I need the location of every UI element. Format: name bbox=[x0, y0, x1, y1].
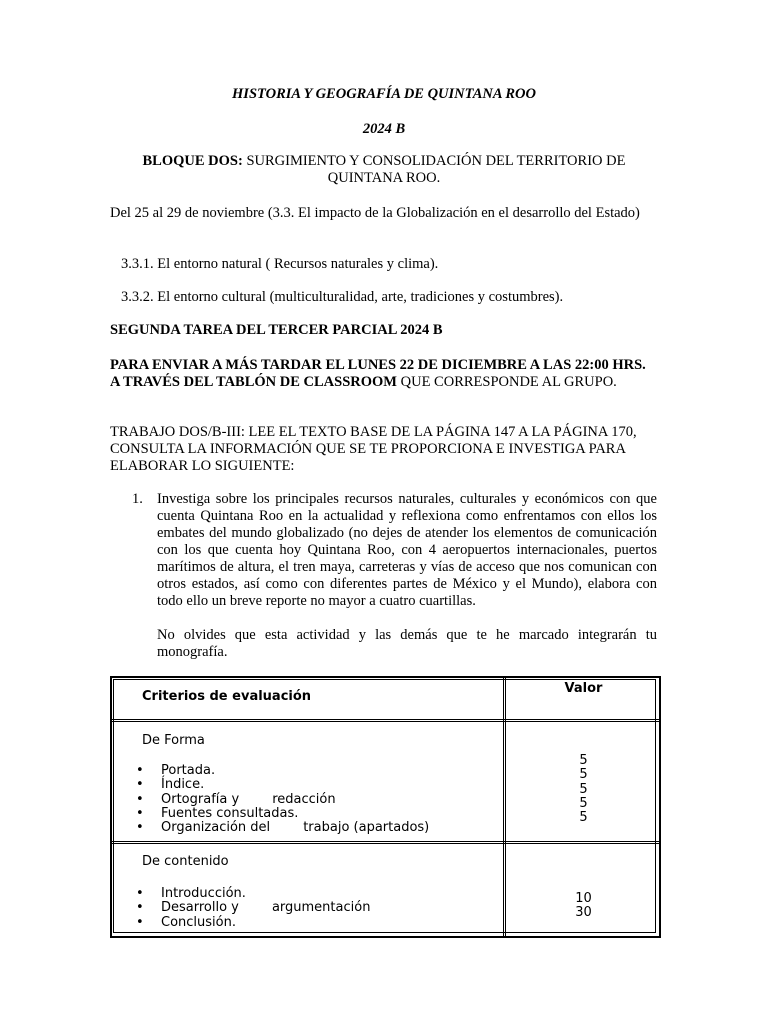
evaluation-table bbox=[110, 676, 661, 938]
table-row: • Portada. bbox=[134, 764, 494, 778]
value-cell: 5 bbox=[579, 781, 588, 797]
task-text: Investiga sobre los principales recursos naturales, culturales y económicos con que cuenta Quintana Roo en la actualidad y reflexiona como enfrentamos con ellos los embates del mundo globalizado (no dejes de atender los elementos de comunicación con los que cuenta hoy Quintana Roo, con 4 aeropuertos internacionales, puertos marítimos de altura, el tren maya, carreteras y vías de acceso que nos comunican con otros estados, así como con diferentes partes de México y el Mundo), elabora con todo ello un breve reporte no mayor a cuatro cuartillas. bbox=[157, 491, 657, 609]
forma-values bbox=[506, 754, 661, 825]
task-number: 1. bbox=[132, 491, 143, 507]
deadline-bold: PARA ENVIAR A MÁS TARDAR EL LUNES 22 DE DICIEMBRE A LAS 22:00 HRS. A TRAVÉS DEL TABLÓN DE CLASSROOM bbox=[110, 357, 646, 390]
value-cell: 5 bbox=[579, 795, 588, 811]
bloque-heading bbox=[110, 153, 658, 187]
value-cell: 5 bbox=[579, 753, 588, 768]
subtopic-1: 3.3.1. El entorno natural ( Recursos naturales y clima). bbox=[121, 256, 439, 272]
header-value: Valor bbox=[564, 681, 603, 696]
task-note: No olvides que esta actividad y las demás que te he marcado integrarán tu monografía. bbox=[157, 627, 657, 660]
deadline-normal: QUE CORRESPONDE AL GRUPO. bbox=[397, 374, 617, 390]
dates-paragraph: Del 25 al 29 de noviembre (3.3. El impacto de la Globalización en el desarrollo del Estado) bbox=[110, 205, 640, 221]
subtopic-2: 3.3.2. El entorno cultural (multiculturalidad, arte, tradiciones y costumbres). bbox=[121, 289, 564, 305]
table-row: • Organización del trabajo (apartados) bbox=[134, 821, 494, 835]
table-row: • Ortografía y redacción bbox=[134, 793, 494, 807]
bloque-label: BLOQUE DOS: bbox=[142, 153, 243, 169]
header-criteria: Criterios de evaluación bbox=[142, 689, 312, 704]
table-row-divider bbox=[110, 719, 661, 722]
value-cell: 10 bbox=[575, 891, 592, 906]
instructions-paragraph: TRABAJO DOS/B-III: LEE EL TEXTO BASE DE LA PÁGINA 147 A LA PÁGINA 170, CONSULTA LA INFORMACIÓN QUE SE TE PROPORCIONA E INVESTIGA PARA ELABORAR LO SIGUIENTE: bbox=[110, 424, 637, 474]
contenido-values bbox=[506, 892, 661, 921]
assignment-title: SEGUNDA TAREA DEL TERCER PARCIAL 2024 B bbox=[110, 322, 443, 338]
table-row-divider bbox=[110, 841, 661, 844]
value-cell: 30 bbox=[575, 905, 592, 921]
bloque-text: SURGIMIENTO Y CONSOLIDACIÓN DEL TERRITORIO DE QUINTANA ROO. bbox=[242, 153, 626, 186]
table-row: • Fuentes consultadas. bbox=[134, 807, 494, 821]
table-row: • Introducción. bbox=[134, 887, 494, 901]
table-row: • Desarrollo y argumentación bbox=[134, 901, 494, 915]
document-title: HISTORIA Y GEOGRAFÍA DE QUINTANA ROO bbox=[232, 86, 536, 102]
table-row: • Conclusión. bbox=[134, 916, 494, 930]
section-label-contenido: De contenido bbox=[142, 854, 229, 869]
table-row: • Índice. bbox=[134, 778, 494, 792]
forma-criteria-list bbox=[134, 764, 494, 835]
deadline-paragraph bbox=[110, 357, 658, 391]
value-cell: 5 bbox=[579, 767, 588, 783]
document-year: 2024 B bbox=[362, 121, 406, 137]
section-label-forma: De Forma bbox=[142, 733, 205, 748]
contenido-criteria-list bbox=[134, 887, 494, 930]
value-cell: 5 bbox=[579, 810, 588, 826]
